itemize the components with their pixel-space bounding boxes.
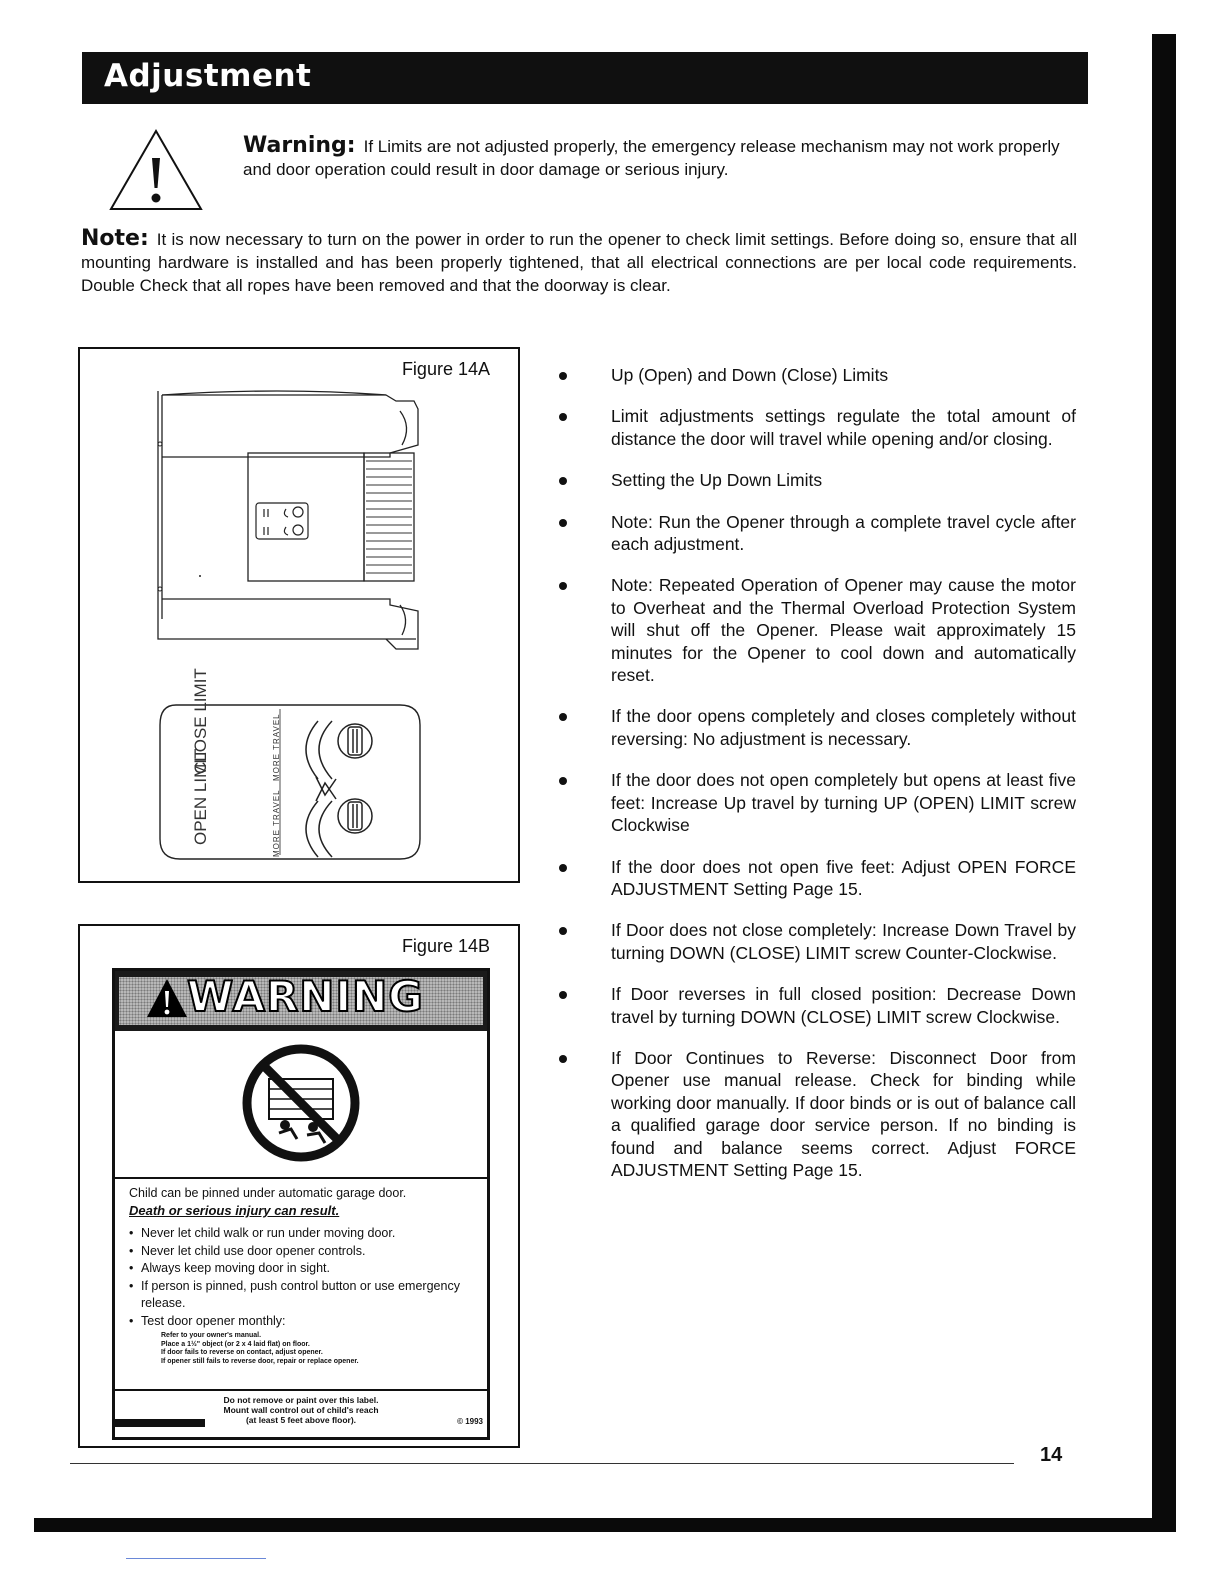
- warning-label-subitems: [161, 1332, 479, 1366]
- list-item: Note: Run the Opener through a complete travel cycle after each adjustment.: [556, 511, 1076, 556]
- scan-edge-right: [1152, 34, 1176, 1530]
- warning-label-item: • Test door opener monthly:: [129, 1313, 479, 1331]
- list-item: Limit adjustments settings regulate the total amount of distance the door will travel while opening and/or closing.: [556, 405, 1076, 450]
- warning-label: Warning:: [243, 133, 356, 158]
- warning-label-list: [129, 1225, 479, 1330]
- list-item: Up (Open) and Down (Close) Limits: [556, 364, 1076, 386]
- open-limit-label: OPEN LIMIT: [191, 748, 210, 845]
- warning-label-subitem: If door fails to reverse on contact, adjust opener.: [161, 1349, 323, 1356]
- warning-label-item: • Never let child walk or run under moving door.: [129, 1225, 479, 1243]
- list-item: If the door opens completely and closes completely without reversing: No adjustment is necessary.: [556, 705, 1076, 750]
- more-travel-label-close: MORE TRAVEL: [272, 713, 281, 781]
- page-title: Adjustment: [104, 58, 312, 94]
- warning-label-subitem: Refer to your owner's manual.: [161, 1332, 262, 1339]
- figure-14a: [78, 347, 520, 883]
- scan-edge-bottom: [34, 1518, 1176, 1532]
- more-travel-label-open: MORE TRAVEL: [272, 789, 281, 857]
- warning-body: If Limits are not adjusted properly, the emergency release mechanism may not work properly and door operation could result in door damage or serious injury.: [243, 137, 1060, 179]
- warning-label-footer-line: (at least 5 feet above floor).: [245, 1415, 357, 1425]
- safety-warning-label: [112, 968, 490, 1440]
- note-label: Note:: [81, 226, 149, 251]
- limit-instructions-list: [556, 364, 1076, 1200]
- list-item: If Door reverses in full closed position: Decrease Down travel by turning DOWN (CLOSE) LIMIT screw Clockwise.: [556, 983, 1076, 1028]
- warning-label-item: • Always keep moving door in sight.: [129, 1260, 479, 1278]
- page-number: 14: [1040, 1444, 1063, 1466]
- warning-label-header: [115, 971, 487, 1031]
- warning-label-line1: Child can be pinned under automatic garage door.: [129, 1186, 407, 1200]
- no-child-under-door-icon: [241, 1043, 361, 1163]
- warning-label-footer-line: Do not remove or paint over this label.: [223, 1395, 379, 1405]
- warning-triangle-icon: [145, 977, 189, 1019]
- note-body: It is now necessary to turn on the power in order to run the opener to check limit settings. Before doing so, ensure that all mounting hardware is installed and has been properly tightened, that all electrical connections are per local code requirements. Double Check that all ropes have been removed and that the doorway is clear.: [81, 230, 1077, 295]
- warning-label-line2: Death or serious injury can result.: [129, 1203, 340, 1218]
- opener-limit-diagram: [80, 349, 518, 881]
- list-item: If the door does not open completely but opens at least five feet: Increase Up travel by turning UP (OPEN) LIMIT screw Clockwise: [556, 769, 1076, 836]
- figure-14b: [78, 924, 520, 1448]
- warning-label-copyright: © 1993: [457, 1417, 483, 1426]
- warning-paragraph: [243, 134, 1083, 181]
- list-item: If Door Continues to Reverse: Disconnect Door from Opener use manual release. Check for binding while working door manually. If door binds or is out of balance call a qualified garage door service person. If no binding is found and balance seems correct. Adjust FORCE ADJUSTMENT Setting Page 15.: [556, 1047, 1076, 1181]
- figure-14b-caption: Figure 14B: [401, 936, 490, 956]
- warning-triangle-icon: [108, 128, 204, 212]
- note-paragraph: [81, 227, 1077, 297]
- section-banner: [82, 52, 1088, 104]
- warning-label-body: [129, 1185, 479, 1366]
- list-item: Setting the Up Down Limits: [556, 469, 1076, 491]
- list-item: Note: Repeated Operation of Opener may cause the motor to Overheat and the Thermal Overload Protection System will shut off the Opener. Please wait approximately 15 minutes for the Opener to cool down and automatically reset.: [556, 574, 1076, 686]
- close-limit-label: CLOSE LIMIT: [191, 668, 210, 774]
- warning-heading: WARNING: [187, 972, 424, 1021]
- footer-rule: [70, 1463, 1014, 1464]
- list-item: If the door does not open five feet: Adjust OPEN FORCE ADJUSTMENT Setting Page 15.: [556, 856, 1076, 901]
- warning-label-item: • If person is pinned, push control button or use emergency release.: [129, 1278, 479, 1313]
- warning-label-item: • Never let child use door opener controls.: [129, 1243, 479, 1261]
- warning-label-subitem: Place a 1½" object (or 2 x 4 laid flat) on floor.: [161, 1340, 310, 1348]
- scan-artifact-line: [126, 1558, 266, 1559]
- figure-14a-caption: Figure 14A: [401, 359, 490, 379]
- warning-label-footer-line: Mount wall control out of child's reach: [223, 1405, 379, 1415]
- list-item: If Door does not close completely: Increase Down Travel by turning DOWN (CLOSE) LIMIT screw Counter-Clockwise.: [556, 919, 1076, 964]
- warning-label-subitem: If opener still fails to reverse door, repair or replace opener.: [161, 1357, 359, 1365]
